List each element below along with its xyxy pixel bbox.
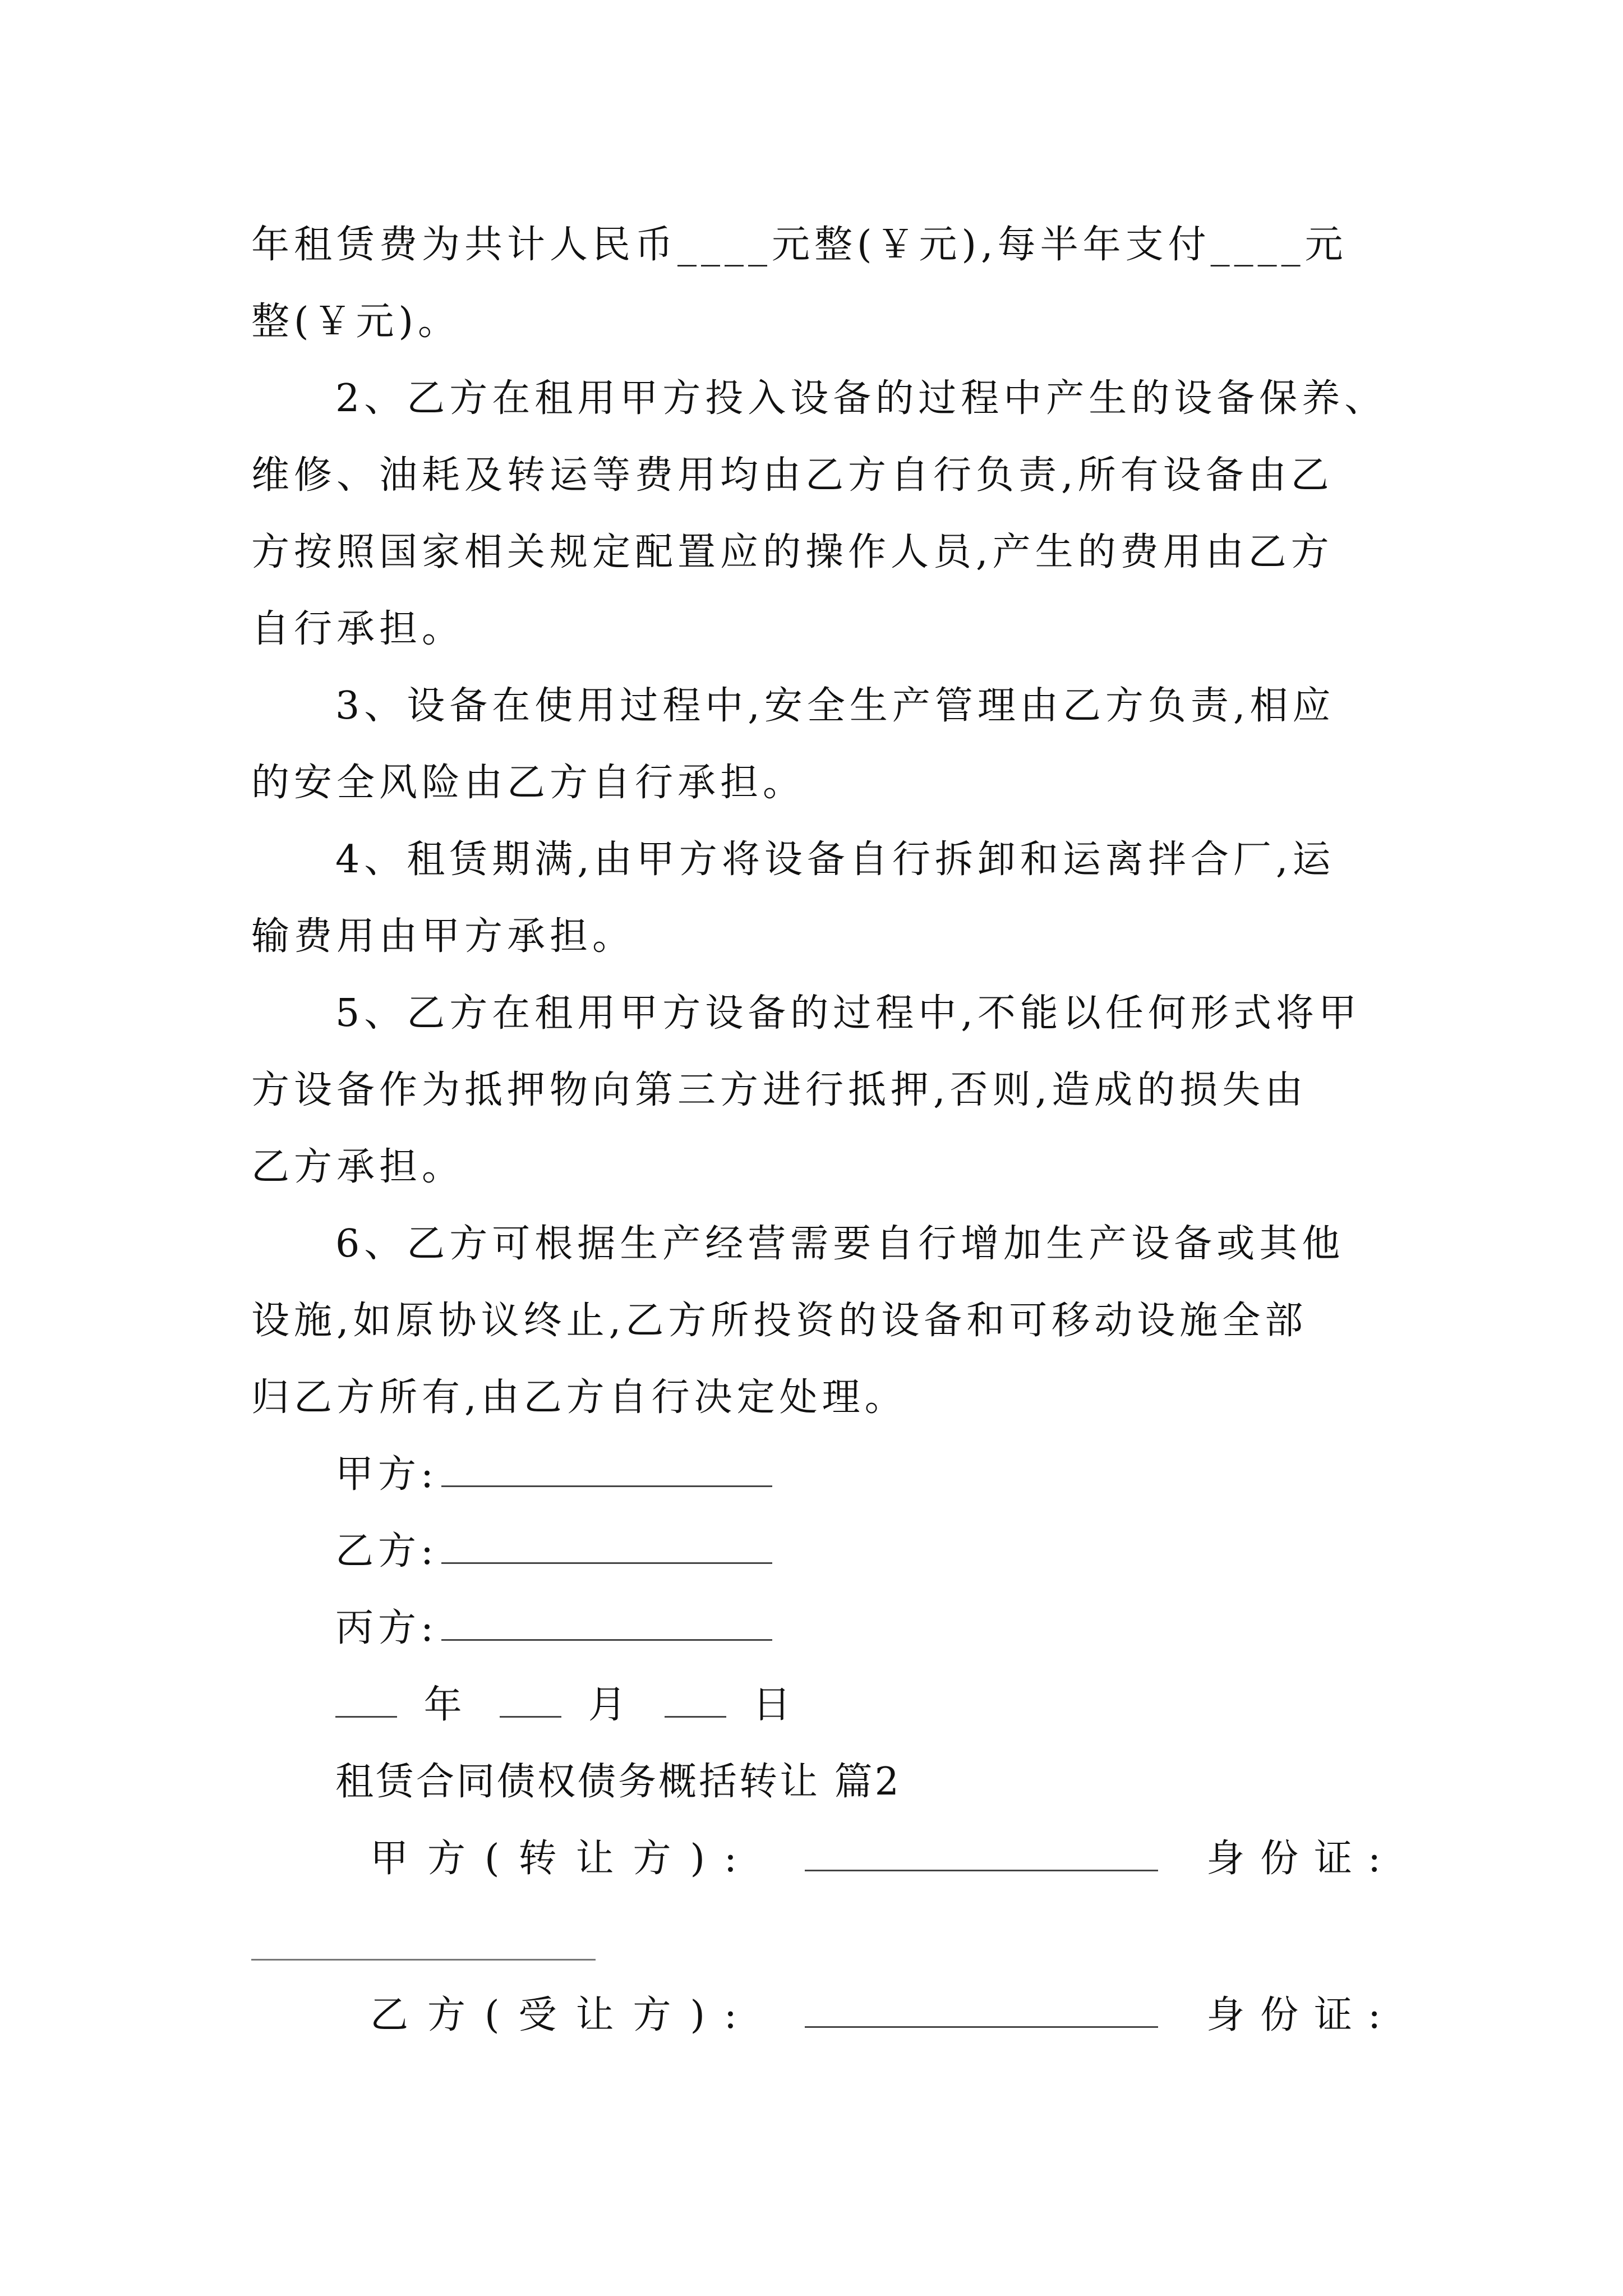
signature-party-c: [335, 1590, 776, 1667]
date-month-label: 月: [588, 1683, 638, 1727]
paragraph-clause-4: [251, 821, 1395, 975]
text-line: 3、设备在使用过程中,安全生产管理由乙方负责,相应: [335, 684, 1335, 728]
text-line: 方设备作为抵押物向第三方进行抵押,否则,造成的损失由: [251, 1068, 1308, 1112]
text-line: 设施,如原协议终止,乙方所投资的设备和可移动设施全部: [251, 1299, 1308, 1343]
month-blank: [500, 1710, 561, 1718]
text-line: 2、乙方在租用甲方投入设备的过程中产生的设备保养、: [335, 376, 1387, 421]
text-line: 输费用由甲方承担。: [251, 914, 635, 959]
transferor-label: 甲方(转让方):: [370, 1837, 756, 1881]
transferee-label: 乙方(受让方):: [370, 1993, 756, 2037]
day-blank: [665, 1710, 726, 1718]
transferor-line: [370, 1820, 1396, 1897]
section-title: 租赁合同债权债务概括转让 篇2: [335, 1760, 901, 1804]
signature-blank: [441, 1634, 772, 1641]
paragraph-clause-5: [251, 975, 1395, 1205]
text-line: 自行承担。: [251, 607, 465, 651]
signature-party-a: [335, 1436, 776, 1513]
paragraph-clause-6: [251, 1205, 1395, 1436]
id-number-blank: [251, 1959, 596, 1961]
signature-label: 丙方:: [335, 1606, 438, 1650]
text-line: 维修、油耗及转运等费用均由乙方自行负责,所有设备由乙: [251, 453, 1334, 498]
text-line: 方按照国家相关规定配置应的操作人员,产生的费用由乙方: [251, 530, 1334, 574]
date-line: [335, 1667, 802, 1743]
transferor-name-blank: [805, 1864, 1158, 1871]
transferee-name-blank: [805, 2021, 1158, 2028]
text-line: 的安全风险由乙方自行承担。: [251, 761, 806, 805]
signature-blank: [441, 1480, 772, 1487]
text-line: 6、乙方可根据生产经营需要自行增加生产设备或其他: [335, 1222, 1345, 1266]
paragraph-clause-2: [251, 360, 1395, 668]
id-card-label: 身份证:: [1206, 1993, 1396, 2037]
signature-party-b: [335, 1513, 776, 1590]
text-line: 整(￥元)。: [251, 300, 461, 344]
paragraph-clause-3: [251, 668, 1395, 821]
signature-label: 乙方:: [335, 1529, 438, 1573]
text-line: 年租赁费为共计人民币____元整(￥元),每半年支付____元: [251, 223, 1348, 267]
paragraph-rent-fee: [251, 206, 1395, 360]
transferee-line: [370, 1977, 1396, 2054]
signature-label: 甲方:: [335, 1452, 438, 1497]
date-day-label: 日: [753, 1683, 803, 1727]
date-year-label: 年: [423, 1683, 473, 1727]
year-blank: [335, 1710, 397, 1718]
id-card-label: 身份证:: [1206, 1837, 1396, 1881]
text-line: 乙方承担。: [251, 1145, 465, 1189]
text-line: 归乙方所有,由乙方自行决定处理。: [251, 1375, 907, 1420]
signature-blank: [441, 1557, 772, 1564]
text-line: 4、租赁期满,由甲方将设备自行拆卸和运离拌合厂,运: [335, 838, 1335, 882]
text-line: 5、乙方在租用甲方设备的过程中,不能以任何形式将甲: [335, 991, 1361, 1036]
